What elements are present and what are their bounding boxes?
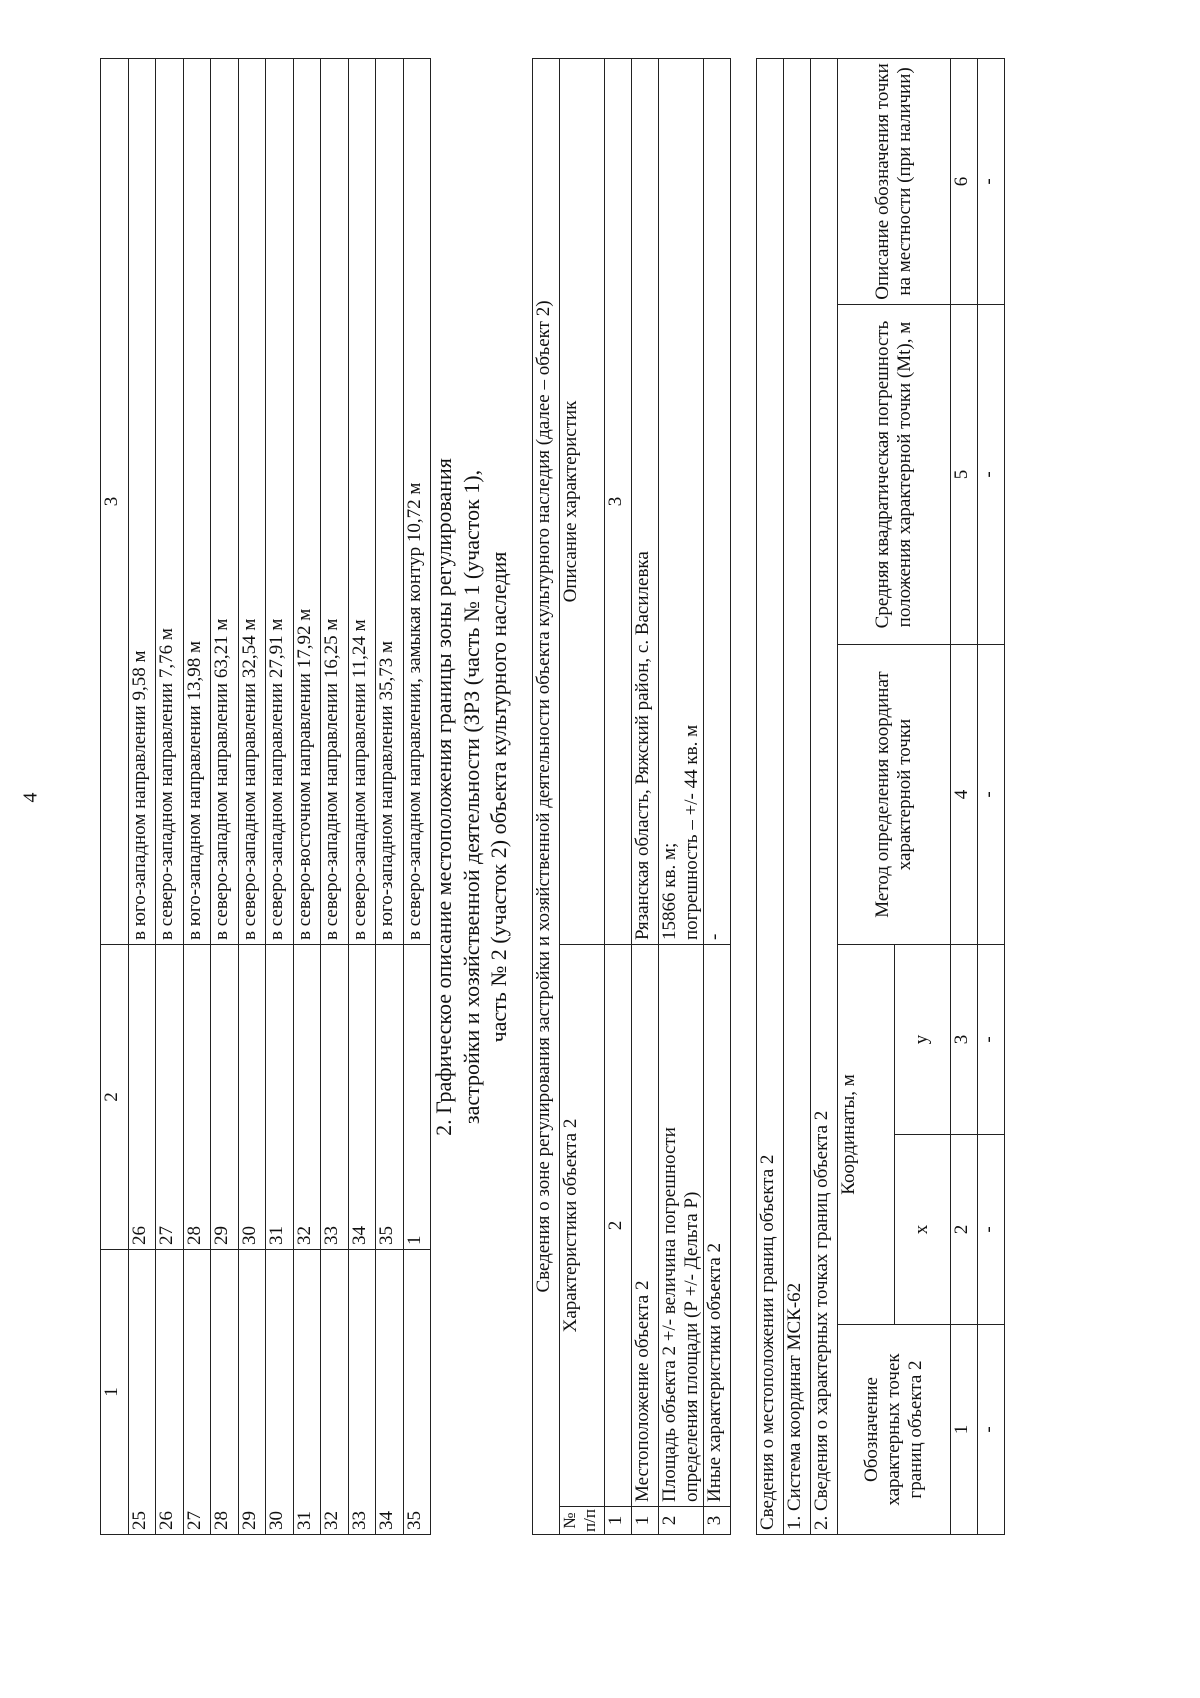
direction-description-cell: в северо-восточном направлении 17,92 м [293, 59, 321, 945]
data-cell: - [978, 645, 1005, 945]
index-cell: 3 [951, 945, 978, 1135]
data-cell: - [978, 1325, 1005, 1535]
index-cell: 3 [605, 59, 632, 945]
characteristic-value: Рязанская область, Ряжский район, с. Василевка [632, 59, 659, 945]
direction-description-cell: в северо-западном направлении 16,25 м [321, 59, 349, 945]
points-header-cell: 2 [101, 945, 129, 1250]
point-number-cell: 28 [183, 945, 211, 1250]
col-y-header: у [894, 945, 951, 1135]
characteristic-value: - [703, 59, 730, 945]
heading-line: застройки и хозяйственной деятельности (ЗРЗ (часть № 1 (участок 1), [458, 469, 484, 1125]
point-number-cell: 30 [266, 1250, 294, 1535]
heading-line: часть № 2 (участок 2) объекта культурного наследия [486, 551, 511, 1043]
point-number-cell: 27 [156, 945, 184, 1250]
table-row [293, 59, 321, 1535]
point-number-cell: 26 [128, 945, 156, 1250]
characteristic-name: Местоположение объекта 2 [632, 945, 659, 1507]
table-row [211, 59, 239, 1535]
data-cell: - [978, 945, 1005, 1135]
table-row [238, 59, 266, 1535]
data-cell: - [978, 305, 1005, 645]
coords-group-header: Координаты, м [838, 945, 895, 1325]
table-row [376, 59, 404, 1535]
index-cell: 2 [951, 1135, 978, 1325]
point-number-cell: 27 [183, 1250, 211, 1535]
points-header-cell: 3 [101, 59, 129, 945]
index-cell: 1 [951, 1325, 978, 1535]
characteristic-name [659, 945, 704, 1507]
page-number: 4 [19, 792, 42, 803]
characteristic-name-line: Площадь объекта 2 +/- величина погрешности [659, 1127, 680, 1502]
point-number-cell: 33 [348, 1250, 376, 1535]
row-number: 3 [703, 1507, 730, 1535]
index-cell: 4 [951, 645, 978, 945]
direction-description-cell: в северо-западном направлении 32,54 м [238, 59, 266, 945]
index-cell: 5 [951, 305, 978, 645]
row-number: 2 [659, 1507, 704, 1535]
direction-description-cell: в северо-западном направлении 63,21 м [211, 59, 239, 945]
points-header-row [101, 59, 129, 1535]
table-row [403, 59, 431, 1535]
rotated-page-content [100, 55, 1060, 1535]
point-number-cell: 33 [321, 945, 349, 1250]
point-number-cell: 31 [266, 945, 294, 1250]
direction-description-cell: в юго-западном направлении 13,98 м [183, 59, 211, 945]
coordinates-title: Сведения о местоположении границ объекта 2 [757, 58, 784, 1534]
col-method-header: Метод определения координат характерной точки [838, 645, 951, 945]
point-number-cell: 35 [376, 945, 404, 1250]
heading-line: 2. Графическое описание местоположения границы зоны регулирования [431, 458, 456, 1136]
index-cell: 6 [951, 58, 978, 304]
point-number-cell: 34 [376, 1250, 404, 1535]
point-number-cell: 29 [238, 1250, 266, 1535]
table-row [156, 59, 184, 1535]
direction-description-cell: в северо-западном направлении 7,76 м [156, 59, 184, 945]
data-cell: - [978, 1135, 1005, 1325]
col-description-header: Описание обозначения точки на местности (при наличии) [838, 58, 951, 304]
point-number-cell: 1 [403, 945, 431, 1250]
table-row [321, 59, 349, 1535]
point-number-cell: 29 [211, 945, 239, 1250]
point-number-cell: 32 [293, 945, 321, 1250]
direction-description-cell: в юго-западном направлении 9,58 м [128, 59, 156, 945]
points-table [100, 58, 431, 1535]
direction-description-cell: в северо-западном направлении 27,91 м [266, 59, 294, 945]
point-number-cell: 26 [156, 1250, 184, 1535]
direction-description-cell: в северо-западном направлении 11,24 м [348, 59, 376, 945]
point-number-cell: 30 [238, 945, 266, 1250]
table-row [266, 59, 294, 1535]
row-number: 1 [632, 1507, 659, 1535]
col-point-designation-header: Обозначение характерных точек границ объекта 2 [838, 1325, 951, 1535]
point-number-cell: 31 [293, 1250, 321, 1535]
index-cell: 2 [605, 945, 632, 1507]
point-number-cell: 28 [211, 1250, 239, 1535]
point-number-cell: 34 [348, 945, 376, 1250]
point-number-cell: 35 [403, 1250, 431, 1535]
section-heading [430, 59, 513, 1535]
characteristic-value-line: погрешность – +/- 44 кв. м [680, 724, 702, 940]
col-num-header: № п/п [560, 1507, 605, 1535]
characteristic-value [659, 59, 704, 945]
index-cell: 1 [605, 1507, 632, 1535]
direction-description-cell: в юго-западном направлении 35,73 м [376, 59, 404, 945]
coordinates-table [756, 58, 1005, 1535]
table-row [183, 59, 211, 1535]
col-char-header: Характеристики объекта 2 [560, 945, 605, 1507]
characteristic-value-line: 15866 кв. м; [659, 842, 680, 940]
points-caption: 2. Сведения о характерных точках границ объекта 2 [811, 58, 838, 1534]
direction-description-cell: в северо-западном направлении, замыкая контур 10,72 м [403, 59, 431, 945]
characteristic-name: Иные характеристики объекта 2 [703, 945, 730, 1507]
table-row [348, 59, 376, 1535]
characteristic-name-line: определения площади (Р +/- Дельта Р) [680, 1191, 702, 1502]
data-cell: - [978, 58, 1005, 304]
table-row [128, 59, 156, 1535]
col-desc-header: Описание характеристик [560, 59, 605, 945]
characteristics-table [532, 58, 731, 1535]
point-number-cell: 32 [321, 1250, 349, 1535]
points-header-cell: 1 [101, 1250, 129, 1535]
characteristics-caption: Сведения о зоне регулирования застройки и хозяйственной деятельности объекта культурного наследия (далее – объект 2) [533, 59, 560, 1535]
coordinate-system: 1. Система координат МСК-62 [784, 58, 811, 1534]
col-x-header: х [894, 1135, 951, 1325]
point-number-cell: 25 [128, 1250, 156, 1535]
col-error-header: Средняя квадратическая погрешность положения характерной точки (Мt), м [838, 305, 951, 645]
